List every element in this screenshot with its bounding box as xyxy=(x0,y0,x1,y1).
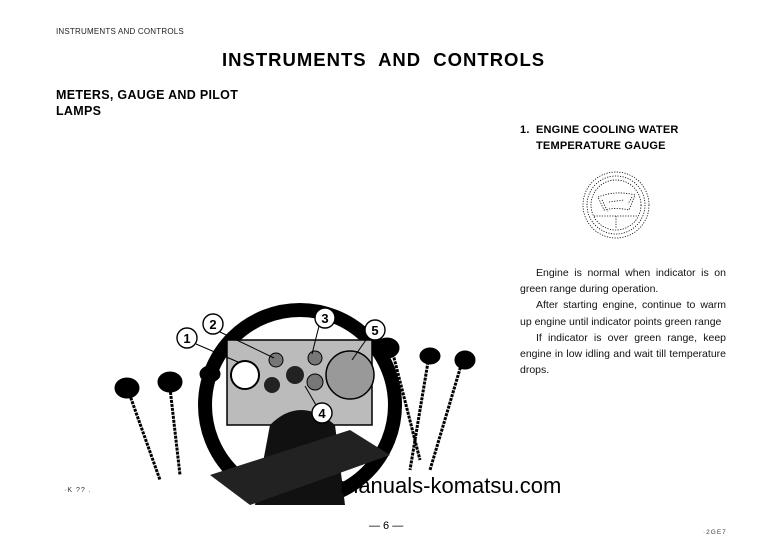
item-title-line2: TEMPERATURE GAUGE xyxy=(536,140,666,152)
watermark: manuals-komatsu.com xyxy=(340,473,562,498)
section-title-line1: METERS, GAUGE AND PILOT xyxy=(56,88,239,102)
figure-code-right: ·2GE7 xyxy=(703,529,727,536)
item-description xyxy=(520,265,726,378)
section-title-line2: LAMPS xyxy=(56,104,102,118)
paragraph-2: After starting engine, continue to warm up engine until indicator points green range xyxy=(520,299,726,328)
running-head: INSTRUMENTS AND CONTROLS xyxy=(56,27,184,36)
svg-text:3: 3 xyxy=(321,311,329,326)
item-title-line1: ENGINE COOLING WATER xyxy=(536,124,679,136)
svg-text:2: 2 xyxy=(209,317,217,332)
paragraph-3: If indicator is over green range, keep engine in low idling and wait till temperature drops. xyxy=(520,331,726,377)
page-number: — 6 — xyxy=(369,520,404,532)
dashboard-illustration xyxy=(90,280,500,505)
svg-text:1: 1 xyxy=(183,331,191,346)
section-title xyxy=(56,87,238,119)
paragraph-1: Engine is normal when indicator is on green range during operation. xyxy=(520,267,726,296)
temperature-gauge-icon xyxy=(580,170,652,240)
figure-code-left: ·K ?? . xyxy=(64,487,92,494)
item-number: 1. xyxy=(520,124,530,136)
svg-text:4: 4 xyxy=(318,406,326,421)
item-title xyxy=(520,122,679,154)
page-title: INSTRUMENTS AND CONTROLS xyxy=(222,49,546,70)
svg-text:5: 5 xyxy=(371,323,379,338)
